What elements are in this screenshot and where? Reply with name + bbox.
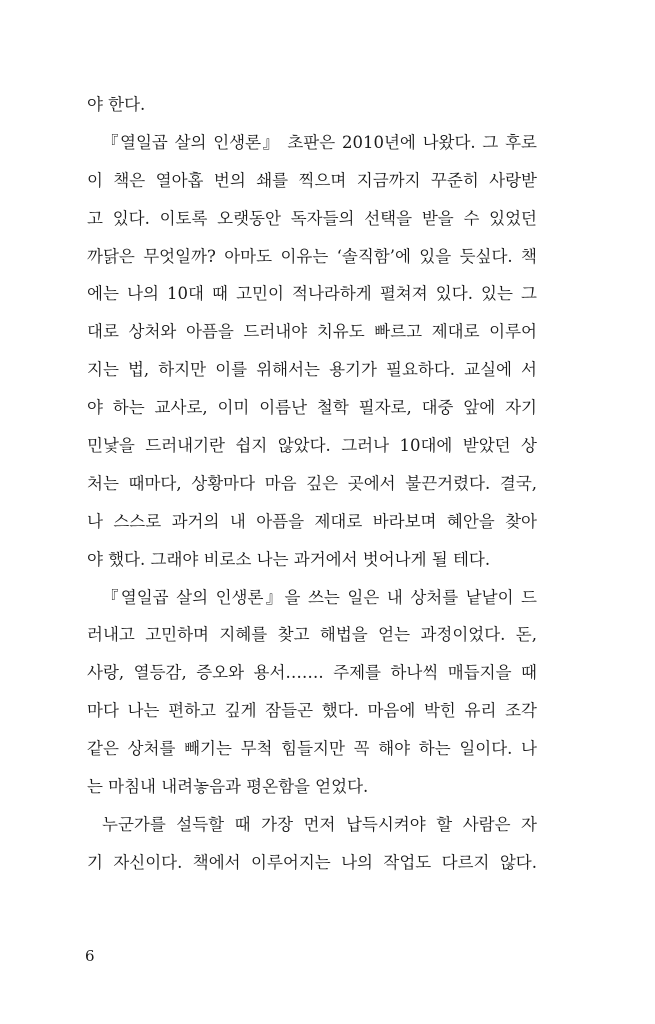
page-number: 6 [85,947,95,965]
text-line: 고 있다. 이토록 오랫동안 독자들의 선택을 받을 수 있었던 [87,208,537,228]
text-line: 야 했다. 그래야 비로소 나는 과거에서 벗어나게 될 테다. [87,549,491,569]
text-line: 야 하는 교사로, 이미 이름난 철학 필자로, 대중 앞에 자기 [87,398,537,418]
text-line: 민낯을 드러내기란 쉽지 않았다. 그러나 10대에 받았던 상 [87,436,537,456]
text-line: 『열일곱 살의 인생론』을 쓰는 일은 내 상처를 낱낱이 드 [102,587,537,607]
body-text [87,86,537,882]
text-line: 대로 상처와 아픔을 드러내야 치유도 빠르고 제대로 이루어 [87,322,537,342]
text-line: 기 자신이다. 책에서 이루어지는 나의 작업도 다르지 않다. [87,852,537,872]
text-line: 야 한다. [87,95,146,114]
text-line: 이 책은 열아홉 번의 쇄를 찍으며 지금까지 꾸준히 사랑받 [87,170,537,190]
text-line: 마다 나는 편하고 깊게 잠들곤 했다. 마음에 박힌 유리 조각 [87,701,537,721]
text-line: 는 마침내 내려놓음과 평온함을 얻었다. [87,777,369,797]
text-line: 『열일곱 살의 인생론』 초판은 2010년에 나왔다. 그 후로 [102,132,537,152]
text-line: 지는 법, 하지만 이를 위해서는 용기가 필요하다. 교실에 서 [87,360,537,380]
text-line: 처는 때마다, 상황마다 마음 깊은 곳에서 불끈거렸다. 결국, [87,473,537,493]
text-line: 나 스스로 과거의 내 아픔을 제대로 바라보며 혜안을 찾아 [87,511,537,531]
text-line: 누군가를 설득할 때 가장 먼저 납득시켜야 할 사람은 자 [102,814,537,834]
text-line: 에는 나의 10대 때 고민이 적나라하게 펼쳐져 있다. 있는 그 [87,284,537,304]
text-line: 사랑, 열등감, 증오와 용서……. 주제를 하나씩 매듭지을 때 [87,663,537,683]
text-line: 같은 상처를 빼기는 무척 힘들지만 꼭 해야 하는 일이다. 나 [87,739,537,759]
text-line: 까닭은 무엇일까? 아마도 이유는 ‘솔직함’에 있을 듯싶다. 책 [87,246,537,266]
text-line: 러내고 고민하며 지혜를 찾고 해법을 얻는 과정이었다. 돈, [87,625,537,645]
